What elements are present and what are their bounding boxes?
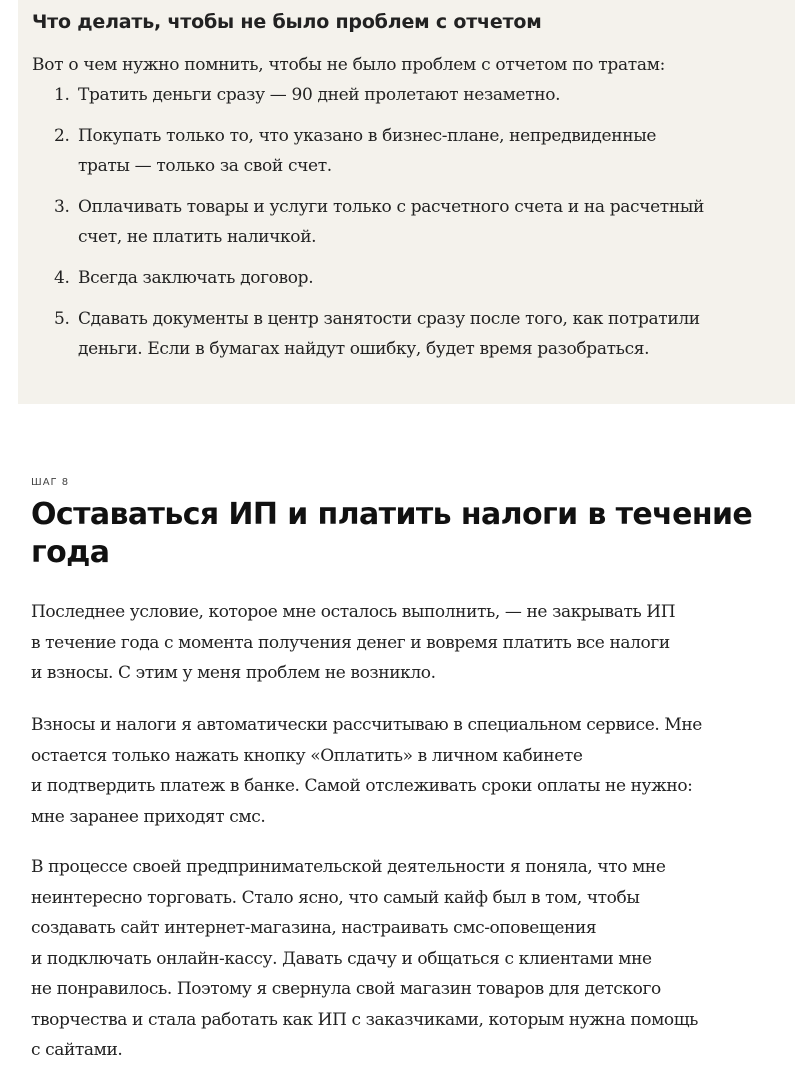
paragraph-line: и взносы. С этим у меня проблем не возникло. [31,663,436,683]
paragraph-line: Взносы и налоги я автоматически рассчитываю в специальном сервисе. Мне [31,715,702,735]
paragraph-line: неинтересно торговать. Стало ясно, что самый кайф был в том, чтобы [31,887,640,908]
paragraph-line: в течение года с момента получения денег и вовремя платить все налоги [31,632,670,653]
paragraph [31,597,675,689]
callout-list [18,80,795,375]
list-item [18,304,795,364]
list-item-text: Тратить деньги сразу — 90 дней пролетают незаметно. [78,85,561,105]
list-item [18,121,795,181]
callout-box [18,0,795,404]
paragraph-line: создавать сайт интернет-магазина, настраивать смс-оповещения [31,918,597,938]
list-item-number: 2. [54,126,70,146]
list-item [18,192,795,252]
list-item-number: 3. [54,197,70,217]
section-heading-line: года [31,535,110,570]
paragraph-line: Последнее условие, которое мне осталось выполнить, — не закрывать ИП [31,602,676,622]
list-item-text: траты — только за свой счет. [78,156,332,176]
list-item-text: Покупать только то, что указано в бизнес-плане, непредвиденные [78,126,657,146]
paragraph-line: мне заранее приходят смс. [31,806,266,827]
list-item-text: Сдавать документы в центр занятости сразу после того, как потратили [78,309,700,329]
list-item-text: деньги. Если в бумагах найдут ошибку, будет время разобраться. [78,339,650,359]
callout-intro: Вот о чем нужно помнить, чтобы не было проблем с отчетом по тратам: [32,55,666,75]
list-item-number: 1. [54,85,70,105]
paragraph-line: не понравилось. Поэтому я свернула свой магазин товаров для детского [31,979,661,999]
callout-title: Что делать, чтобы не было проблем с отчетом [32,11,542,33]
paragraph-line: с сайтами. [31,1040,123,1060]
list-item-text: счет, не платить наличкой. [78,227,317,247]
paragraph-line: остается только нажать кнопку «Оплатить» в личном кабинете [31,745,583,766]
paragraph-line: В процессе своей предпринимательской деятельности я поняла, что мне [31,857,666,877]
section-heading-line: Оставаться ИП и платить налоги в течение [31,497,753,532]
paragraph-line: и подтвердить платеж в банке. Самой отслеживать сроки оплаты не нужно: [31,776,693,796]
list-item-number: 4. [54,268,70,288]
list-item-text: Всегда заключать договор. [78,268,314,288]
step-label: ШАГ 8 [31,477,70,488]
paragraph-line: творчества и стала работать как ИП с заказчиками, которым нужна помощь [31,1009,699,1030]
list-item [18,80,795,110]
section-heading [31,496,752,572]
list-item [18,263,795,293]
paragraph [31,852,698,1066]
list-item-number: 5. [54,309,70,329]
list-item-text: Оплачивать товары и услуги только с расчетного счета и на расчетный [78,197,704,217]
paragraph [31,710,702,832]
paragraph-line: и подключать онлайн-кассу. Давать сдачу и общаться с клиентами мне [31,948,652,969]
